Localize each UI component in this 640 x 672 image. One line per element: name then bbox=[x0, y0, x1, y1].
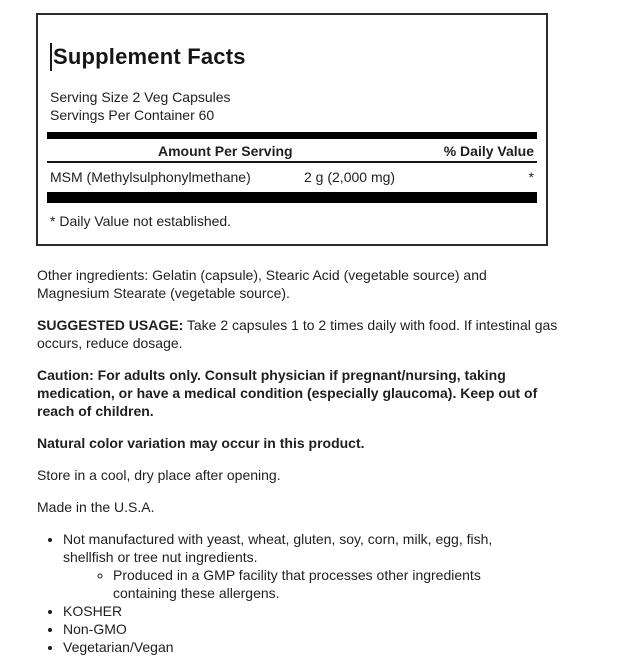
facts-title: Supplement Facts bbox=[53, 44, 246, 69]
thick-rule-top bbox=[47, 132, 537, 139]
suggested-usage-text: Take 2 capsules 1 to 2 times daily with food. If intestinal gas occurs, reduce dosage. bbox=[37, 317, 558, 351]
list-item-allergen-free bbox=[63, 530, 525, 602]
list-item-vegetarian-vegan: • Vegetarian/Vegan bbox=[63, 638, 558, 656]
daily-value-header: % Daily Value bbox=[443, 143, 534, 159]
ingredient-daily-value: * bbox=[528, 169, 534, 185]
suggested-usage-paragraph bbox=[37, 316, 558, 352]
other-ingredients-paragraph: Other ingredients: Gelatin (capsule), Stearic Acid (vegetable source) and Magnesium Stearate (vegetable source). bbox=[37, 267, 487, 301]
allergen-sublist bbox=[63, 566, 525, 602]
list-item-kosher: • KOSHER bbox=[63, 602, 558, 620]
storage-note: Store in a cool, dry place after opening. bbox=[37, 467, 281, 483]
supplement-label-page bbox=[0, 13, 640, 656]
table-row bbox=[47, 163, 537, 190]
origin-note: Made in the U.S.A. bbox=[37, 499, 155, 515]
suggested-usage-label: SUGGESTED USAGE: bbox=[37, 317, 184, 333]
product-attributes-list bbox=[37, 530, 558, 656]
caution-paragraph: Caution: For adults only. Consult physician if pregnant/nursing, taking medication, or have a medical condition (especially glaucoma). Keep out of reach of children. bbox=[37, 367, 538, 419]
serving-size: Serving Size 2 Veg Capsules bbox=[50, 89, 231, 105]
text-cursor bbox=[50, 43, 52, 71]
serving-info bbox=[50, 88, 534, 124]
ingredient-amount: 2 g (2,000 mg) bbox=[304, 169, 396, 185]
color-variation-note: Natural color variation may occur in this product. bbox=[37, 435, 365, 451]
ingredient-name: MSM (Methylsulphonylmethane) bbox=[50, 169, 251, 185]
thick-rule-bottom bbox=[47, 192, 537, 203]
servings-per-container: Servings Per Container 60 bbox=[50, 107, 215, 123]
facts-title-row bbox=[50, 43, 534, 71]
allergen-free-text: Not manufactured with yeast, wheat, gluten, soy, corn, milk, egg, fish, shellfish or tree nut ingredients. bbox=[63, 531, 493, 565]
supplement-facts-panel bbox=[36, 13, 548, 246]
product-details bbox=[37, 266, 558, 656]
amount-per-serving-header: Amount Per Serving bbox=[158, 143, 293, 159]
list-item-gmp-note: ◦ Produced in a GMP facility that processes other ingredients containing these allergens. bbox=[113, 566, 525, 602]
list-item-non-gmo: • Non-GMO bbox=[63, 620, 558, 638]
daily-value-footnote: * Daily Value not established. bbox=[50, 213, 232, 229]
facts-table-header bbox=[47, 139, 537, 163]
